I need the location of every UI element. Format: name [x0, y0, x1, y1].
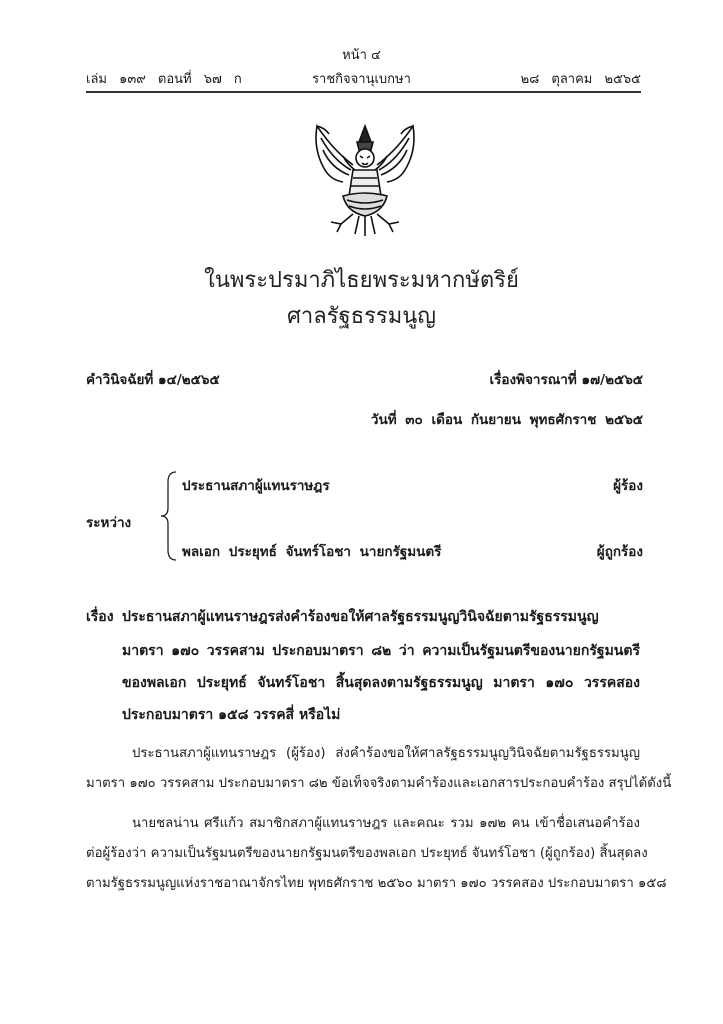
court-name: ศาลรัฐธรรมนูญ [286, 304, 437, 329]
header-divider [86, 91, 641, 93]
subject-line: ประกอบมาตรา ๑๕๘ วรรคสี่ หรือไม่ [122, 707, 341, 723]
curly-brace-icon [158, 470, 180, 562]
subject-line: ประธานสภาผู้แทนราษฎรส่งคำร้องขอให้ศาลรัฐธรรมนูญวินิจฉัยตามรัฐธรรมนูญ [122, 609, 599, 625]
body-paragraph-line: ตามรัฐธรรมนูญแห่งราชอาณาจักรไทย พุทธศักราช ๒๕๖๐ มาตรา ๑๗๐ วรรคสอง ประกอบมาตรา ๑๕๘ [86, 876, 667, 891]
subject-line: มาตรา ๑๗๐ วรรคสาม ประกอบมาตรา ๘๒ ว่า ความเป็นรัฐมนตรีของนายกรัฐมนตรี [122, 643, 640, 659]
royal-title: ในพระปรมาภิไธยพระมหากษัตริย์ [204, 268, 519, 293]
gazette-volume-info: เล่ม ๑๓๙ ตอนที่ ๖๗ ก [86, 72, 242, 87]
petitioner-role: ผู้ร้อง [613, 478, 643, 494]
body-paragraph-line: ประธานสภาผู้แทนราษฎร (ผู้ร้อง) ส่งคำร้องขอให้ศาลรัฐธรรมนูญวินิจฉัยตามรัฐธรรมนูญ [132, 746, 640, 761]
decision-number: คำวินิจฉัยที่ ๑๔/๒๕๖๕ [86, 372, 220, 388]
subject-label: เรื่อง [86, 609, 114, 625]
petitioner-name: ประธานสภาผู้แทนราษฎร [182, 478, 330, 494]
respondent-role: ผู้ถูกร้อง [596, 544, 643, 560]
gazette-date: ๒๘ ตุลาคม ๒๕๖๕ [520, 72, 641, 87]
body-paragraph-line: นายชลน่าน ศรีแก้ว สมาชิกสภาผู้แทนราษฎร และคณะ รวม ๑๗๒ คน เข้าชื่อเสนอคำร้อง [132, 816, 640, 831]
page-number: หน้า ๔ [342, 48, 381, 63]
body-paragraph-line: ต่อผู้ร้องว่า ความเป็นรัฐมนตรีของนายกรัฐมนตรีของพลเอก ประยุทธ์ จันทร์โอชา (ผู้ถูกร้อง) สิ้นสุดลง [86, 846, 648, 861]
body-paragraph-line: มาตรา ๑๗๐ วรรคสาม ประกอบมาตรา ๘๒ ข้อเท็จจริงตามคำร้องและเอกสารประกอบคำร้อง สรุปได้ดังนี้ [86, 776, 672, 791]
garuda-emblem-icon [303, 120, 427, 238]
between-label: ระหว่าง [86, 515, 132, 531]
respondent-name: พลเอก ประยุทธ์ จันทร์โอชา นายกรัฐมนตรี [182, 544, 442, 560]
subject-line: ของพลเอก ประยุทธ์ จันทร์โอชา สิ้นสุดลงตามรัฐธรรมนูญ มาตรา ๑๗๐ วรรคสอง [122, 675, 640, 691]
case-number: เรื่องพิจารณาที่ ๑๗/๒๕๖๕ [489, 372, 643, 388]
decision-date: วันที่ ๓๐ เดือน กันยายน พุทธศักราช ๒๕๖๕ [370, 412, 643, 428]
gazette-name: ราชกิจจานุเบกษา [312, 72, 411, 87]
